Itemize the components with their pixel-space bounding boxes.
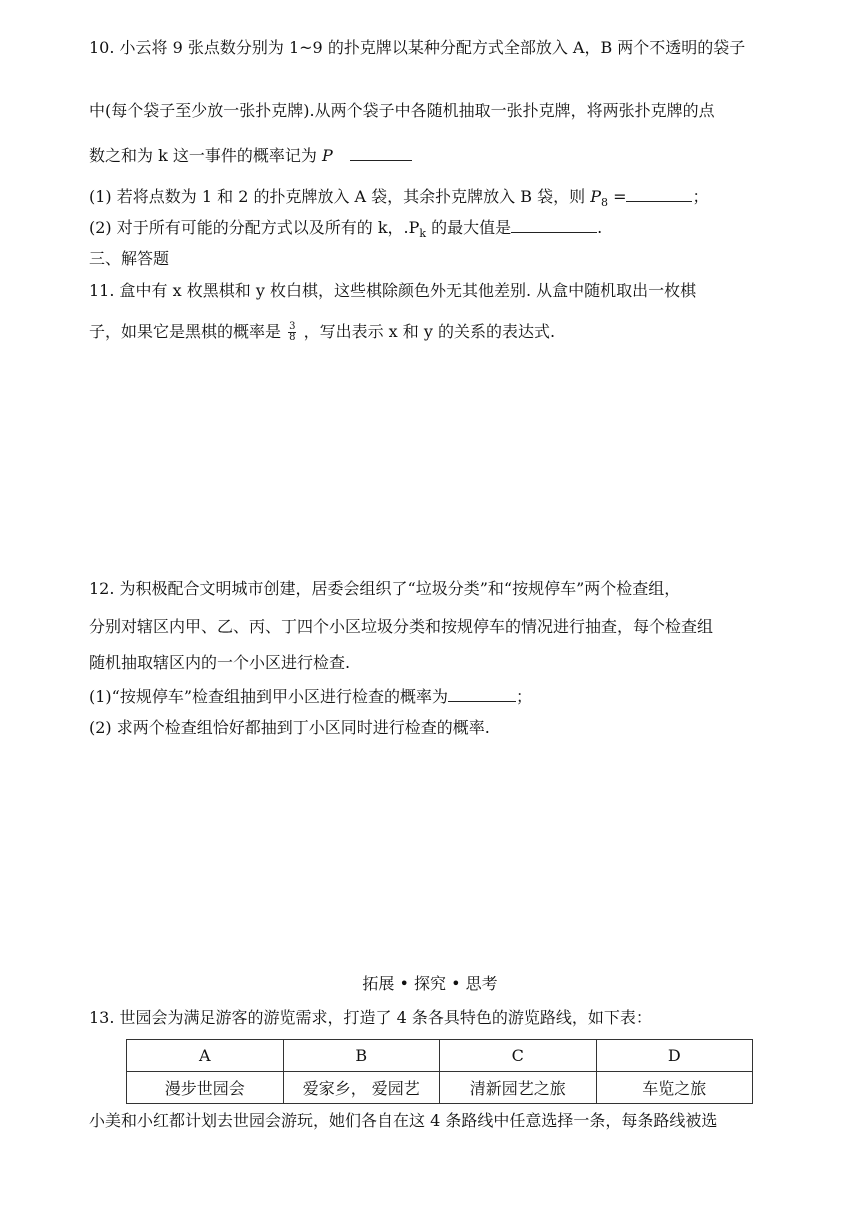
q10-sub-1-blank[interactable] — [626, 185, 692, 202]
q12-sub-1-text: (1)“按规停车”检查组抽到甲小区进行检查的概率为 — [89, 687, 449, 706]
section-heading: 三、解答题 — [89, 249, 170, 268]
q10-sub-1 — [89, 185, 709, 213]
q10-line-3 — [89, 144, 412, 166]
q12-line-2: 分别对辖区内甲、乙、丙、丁四个小区垃圾分类和按规停车的情况进行抽查，每个检查组 — [89, 617, 714, 636]
routes-table — [126, 1039, 753, 1104]
q12-sub-1-blank[interactable] — [448, 685, 516, 702]
routes-header-a: A — [127, 1040, 284, 1072]
q11-line-2-prefix: 子，如果它是黑棋的概率是 — [89, 322, 282, 341]
routes-table-header-row — [127, 1040, 753, 1072]
routes-value-b: 爱家乡， 爱园艺 — [283, 1072, 440, 1104]
routes-value-c: 清新园艺之旅 — [440, 1072, 597, 1104]
q10-sub-1-end: ； — [692, 187, 709, 206]
q10-sub-2 — [89, 216, 602, 244]
q11-fraction-denominator: 8 — [289, 332, 296, 343]
routes-value-a: 漫步世园会 — [127, 1072, 284, 1104]
q11-line-2 — [89, 322, 555, 343]
q10-line-2: 中(每个袋子至少放一张扑克牌).从两个袋子中各随机抽取一张扑克牌，将两张扑克牌的点 — [89, 101, 715, 120]
q10-sub-2-end: . — [597, 218, 603, 237]
q11-line-2-suffix: ，写出表示 x 和 y 的关系的表达式. — [303, 322, 556, 341]
extension-section-title: 拓展 • 探究 • 思考 — [362, 974, 498, 993]
routes-table-value-row — [127, 1072, 753, 1104]
q12-sub-2: (2) 求两个检查组恰好都抽到丁小区同时进行检查的概率. — [89, 718, 490, 737]
q10-symbol-p: P — [321, 146, 333, 165]
q10-sub-1-subscript: 8 — [600, 196, 608, 209]
q10-sub-2-mid: 的最大值是 — [426, 218, 512, 237]
q10-answer-blank[interactable] — [350, 144, 412, 161]
routes-header-b: B — [283, 1040, 440, 1072]
q13-line-1: 13. 世园会为满足游客的游览需求，打造了 4 条各具特色的游览路线，如下表： — [89, 1008, 652, 1027]
q10-line-3-text: 数之和为 k 这一事件的概率记为 — [89, 146, 317, 165]
q10-sub-1-text: (1) 若将点数为 1 和 2 的扑克牌放入 A 袋，其余扑克牌放入 B 袋，则 — [89, 187, 586, 206]
routes-header-d: D — [596, 1040, 753, 1072]
q12-sub-1 — [89, 685, 532, 707]
q12-line-1: 12. 为积极配合文明城市创建，居委会组织了“垃圾分类”和“按规停车”两个检查组， — [89, 579, 681, 598]
routes-value-d: 车览之旅 — [596, 1072, 753, 1104]
q10-sub-2-blank[interactable] — [511, 216, 597, 233]
routes-header-c: C — [440, 1040, 597, 1072]
q13-line-2: 小美和小红都计划去世园会游玩，她们各自在这 4 条路线中任意选择一条，每条路线被选 — [89, 1111, 718, 1130]
q10-sub-2-text: (2) 对于所有可能的分配方式以及所有的 k，.P — [89, 218, 420, 237]
q11-fraction — [288, 322, 296, 343]
q12-line-3: 随机抽取辖区内的一个小区进行检查. — [89, 653, 351, 672]
q10-sub-2-subscript: k — [419, 227, 427, 240]
q10-line-1: 10. 小云将 9 张点数分别为 1~9 的扑克牌以某种分配方式全部放入 A，B 两个不透明的袋子 — [89, 38, 746, 57]
q10-sub-1-equals: = — [613, 187, 627, 206]
q11-line-1: 11. 盒中有 x 枚黑棋和 y 枚白棋，这些棋除颜色外无其他差别. 从盒中随机取出一枚棋 — [89, 281, 697, 300]
q11-fraction-numerator: 3 — [289, 321, 296, 332]
q12-sub-1-end: ； — [516, 687, 533, 706]
q10-sub-1-symbol: P — [590, 187, 601, 206]
